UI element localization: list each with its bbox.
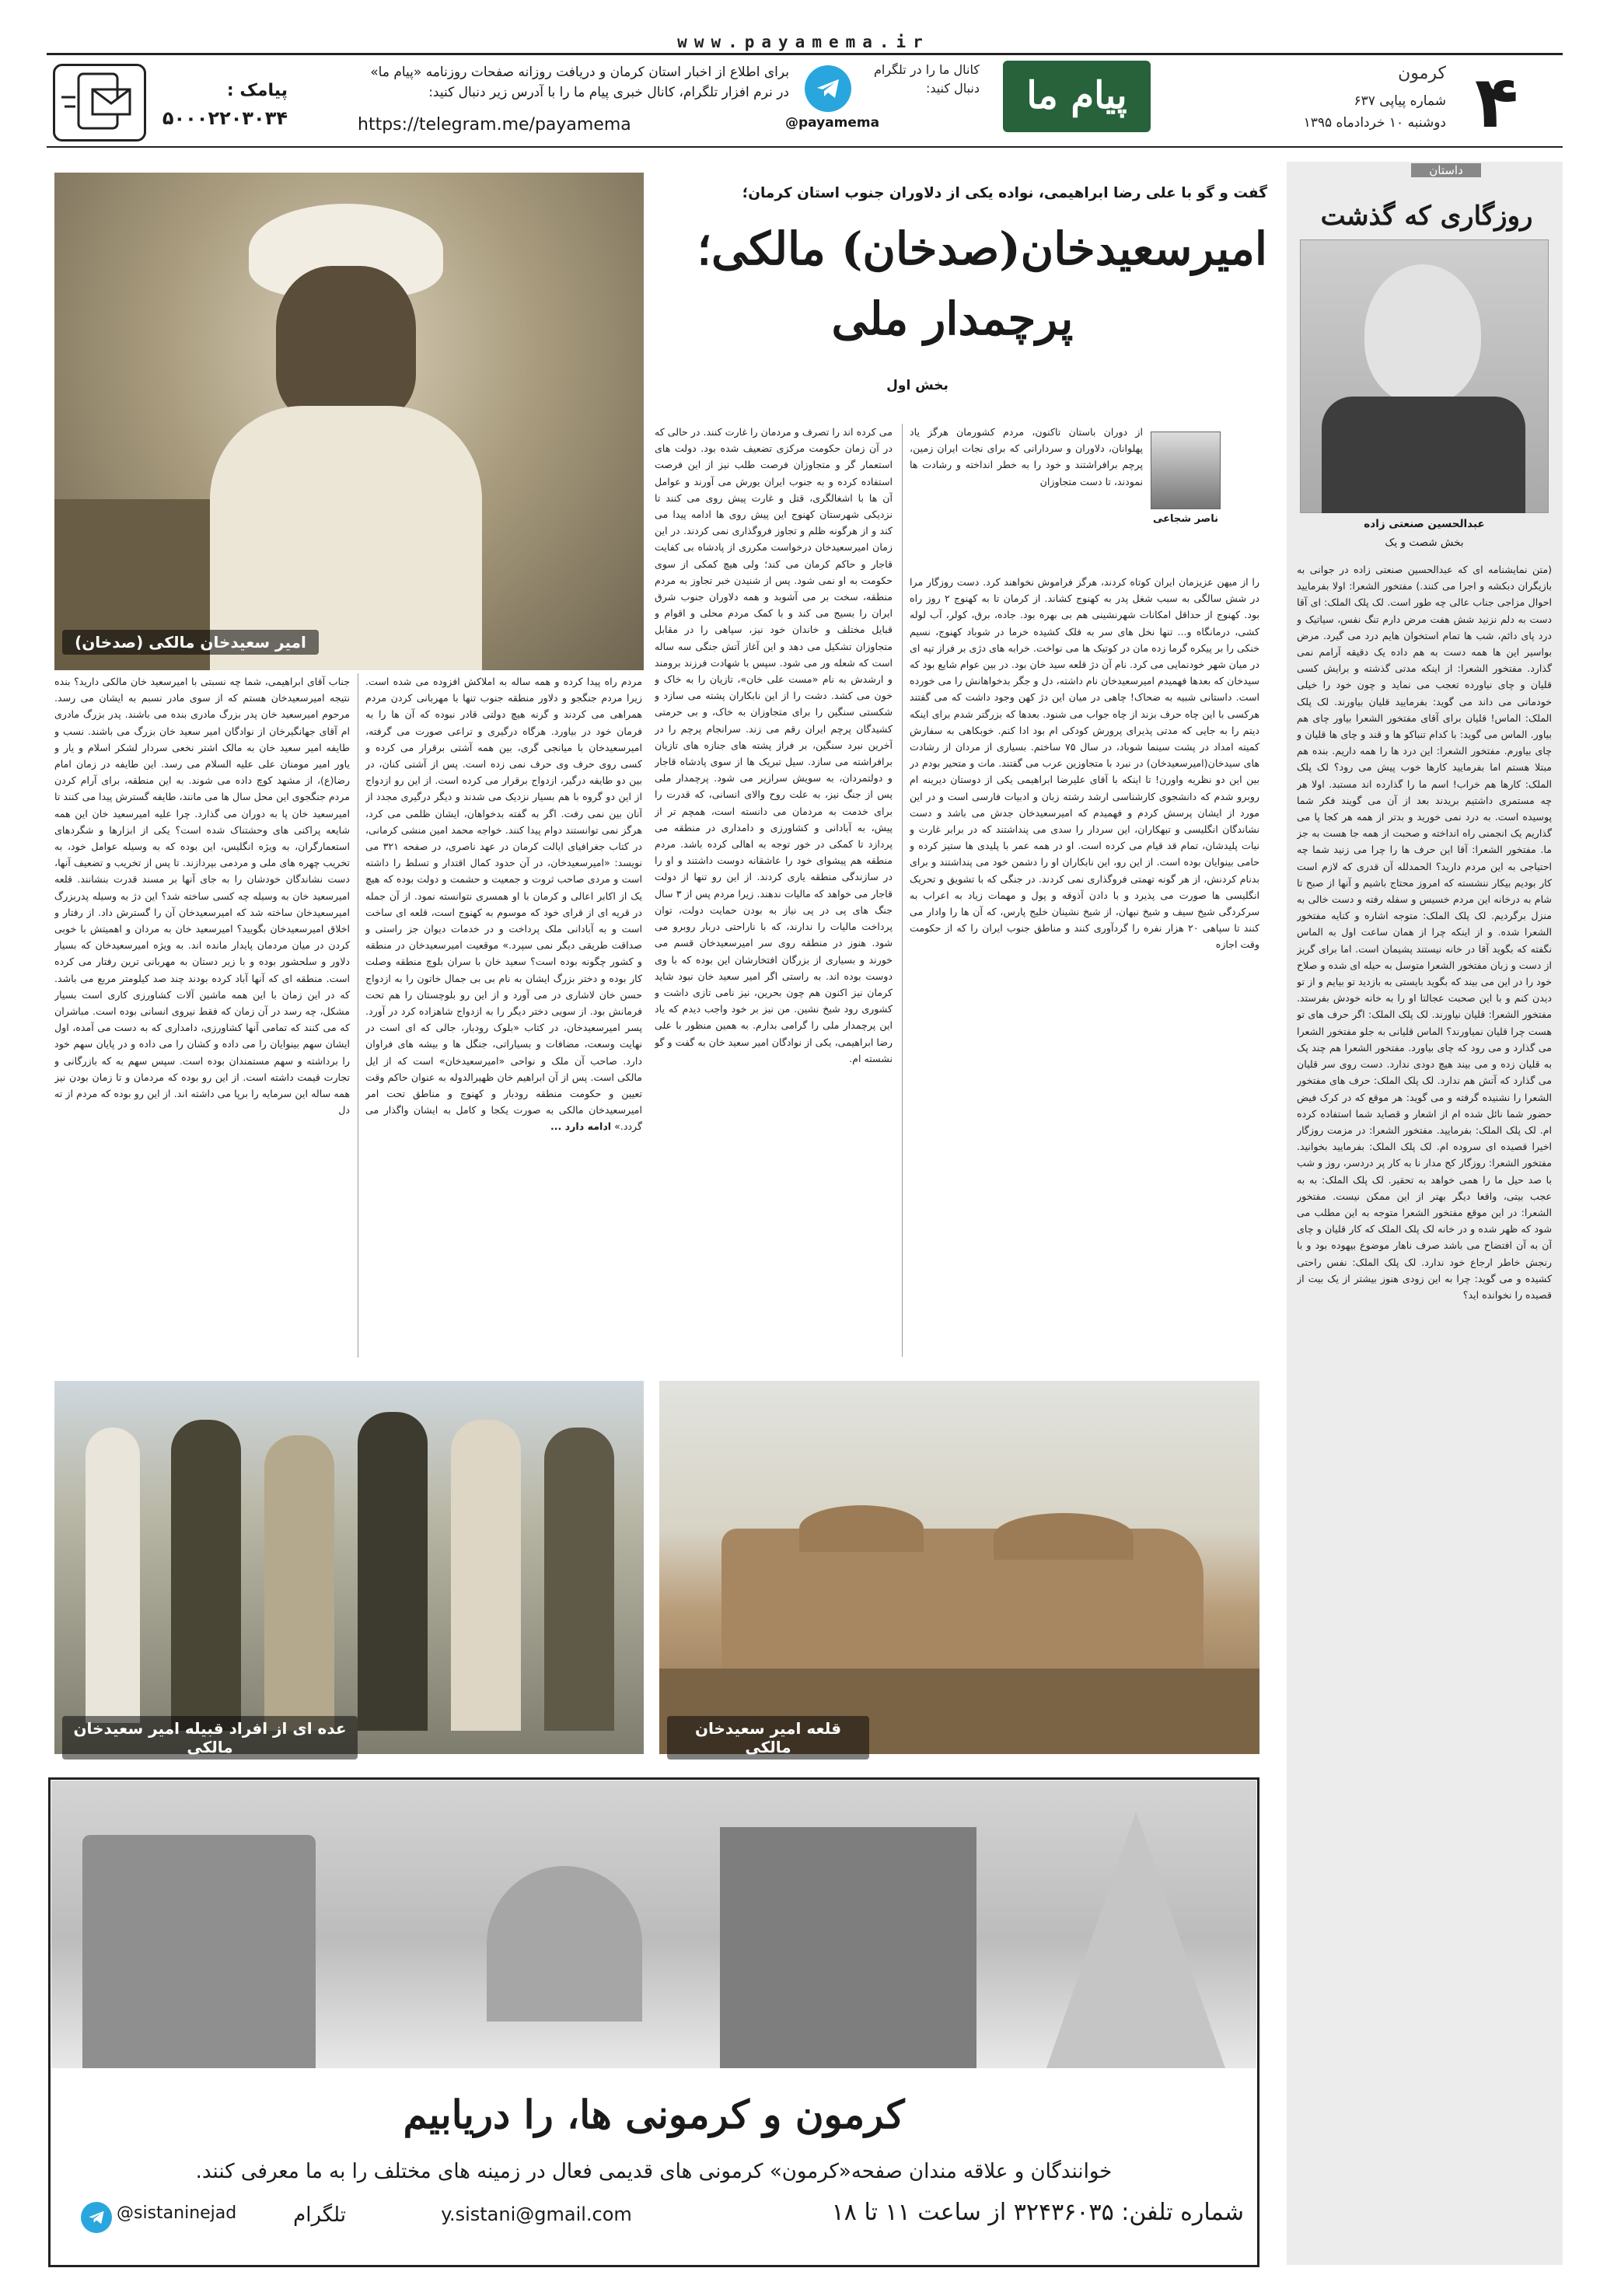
newspaper-logo[interactable]: پیام ما — [1003, 61, 1151, 132]
promo-text: برای اطلاع از اخبار استان کرمان و دریافت روزانه صفحات روزنامه «پیام ما» در نرم افزار تلگرام، کانال خبری پیام ما را با آدرس زیر دنبال کنید: — [370, 65, 789, 100]
portrait-face — [1364, 264, 1481, 404]
tribe-members-photo — [54, 1381, 644, 1754]
story-author: عبدالحسین صنعتی زاده — [1364, 518, 1485, 530]
kerman-monuments-collage — [51, 1781, 1256, 2068]
article-kicker: گفت و گو با علی رضا ابراهیمی، نواده یکی از دلاوران جنوب استان کرمان؛ — [742, 185, 1267, 201]
story-title: روزگاری که گذشت — [1320, 201, 1533, 232]
fort-photo — [659, 1381, 1259, 1754]
header-rule — [47, 53, 1563, 55]
main-photo-caption: امیر سعیدخان مالکی (صدخان) — [62, 630, 319, 655]
ad-subtitle: خوانندگان و علاقه مندان صفحه«کرمون» کرمونی های قدیمی فعال در زمینه های مختلف را به ما معرفی کنند. — [195, 2160, 1113, 2183]
ad-email[interactable]: y.sistani@gmail.com — [441, 2203, 632, 2225]
col4-text: مردم راه پیدا کرده و همه ساله به املاکش افزوده می شده است. زیرا مردم جنگجو و دلاور منطقه جنوب تنها با مهربانی کردن مردم همراهی می کردند و گرنه هیچ دولتی قادر نبوده که آن ها را به فرمان خود در بیاورد. هرگاه درگیری و تراعی صورت می گرفته، امیرسعیدخان با میانجی گری، بین همه آشتی برقرار می کرده و کسی روی حرف وی حرف نمی زده است. پس از آشتی کنان، در بین دو طایفه درگیر، ازدواج برقرار می کرده است. از این رو ازدواج از این دو گروه با هم بسیار نزدیک می شدند و دیگر درگیری مجدد از آنان بین نمی رفت. اگر به گفته بدخواهان، ایشان ظلمی می کرد، هرگز نمی توانستند دوام پیدا کنند. خواجه محمد امین منشی کرمانی، در کتاب جغرافیای ایالت کرمان در عهد ناصری، در صفحه ۳۲۱ می نویسد: «امیرسعیدخان، در آن حدود کمال اقتدار و تسلط را داشته است و مردی صاحب ثروت و جمعیت و حشمت و دولت بوده که هیچ یک از اکابر اعالی و کرمان با او همسری نتوانسته نمود. از آن جمله در قریه ای از قرای خود که موسوم به کهنوج است، قلعه ای ساخت است و به آبادانی ملک پرداخت و در خدمات دیوان جز راستی و صداقت طریقی دیگر نمی سپرد.» موقعیت امیرسعیدخان در منطقه و کشور چگونه بوده است؟ سعید خان با سران بلوچ منطقه وصلت کار بوده و دختر بزرگ ایشان به نام بی بی جمال خاتون را به ازدواج حسن خان لاشاری در می آورد و از این رو بلوچستان را هم تحت فرمانش بود. از سویی دختر دیگر را به ازدواج شاهزاده کرد در آورد. پسر امیرسعیدخان، در کتاب «بلوک رودبار، جالی که ای است در نهایت وسعت، مضافات و بسیاراتی، جنگل ها و بیشه های فراوان دارد. صاحب آن ملک و نواحی «امیرسعیدخان» است که از ایل مالکی است. پس از آن ابراهیم خان ظهیرالدوله به عنوان حاکم وقت تعیین و حکومت منطقه رودبار و کهنوج و مناطق تحت امر امیرسعیدخان مالکی به صورت یکجا و کامل به ایشان واگذار می گردد.» — [365, 676, 642, 1133]
sms-number[interactable]: ۵۰۰۰۲۲۰۳۰۳۴ — [162, 107, 288, 129]
ad-telegram-label: تلگرام — [293, 2203, 346, 2227]
article-author-photo — [1151, 432, 1221, 509]
telegram-channel-label: کانال ما را در تلگرام دنبال کنید: — [873, 62, 980, 96]
promo-link[interactable]: https://telegram.me/payamema — [358, 115, 631, 135]
amir-saeed-khan-photo — [54, 173, 644, 670]
sms-label: پیامک : — [226, 81, 288, 100]
issue-date: دوشنبه ۱۰ خردادماه ۱۳۹۵ — [1303, 115, 1446, 131]
story-part: بخش شصت و یک — [1385, 536, 1464, 549]
sms-phone-icon — [53, 64, 146, 142]
article-col4-interview — [365, 673, 642, 1373]
page-number: ۴ — [1474, 61, 1519, 144]
fort-photo-caption: قلعه امیر سعیدخان مالکی — [667, 1716, 869, 1760]
article-part: بخش اول — [886, 378, 948, 393]
header-bottom-rule — [47, 146, 1563, 148]
story-tag: داستان — [1411, 163, 1481, 177]
article-title-line1: امیرسعیدخان(صدخان) مالکی؛ — [697, 222, 1267, 275]
tribe-photo-caption: عده ای از افراد قبیله امیر سعیدخان مالکی — [62, 1716, 358, 1760]
telegram-handle[interactable]: @payamema — [785, 115, 880, 131]
ad-phone[interactable]: شماره تلفن: ۳۲۴۳۶۰۳۵ از ساعت ۱۱ تا ۱۸ — [831, 2199, 1244, 2226]
telegram-icon[interactable] — [805, 65, 851, 112]
ad-title: کرمون و کرمونی ها، را دریابیم — [403, 2092, 905, 2137]
column-divider — [902, 424, 903, 1357]
story-body: (متن نمایشنامه ای که عبدالحسین صنعتی زاده در جوانی به بازیگران دبکشه و اجرا می کنند.) مفتخور الشعرا: اولا بفرمایید احوال مزاجی جناب عالی چه طور است. لک پلک الملک: ای آقا دست به دلم نزنید شش هفت مرض دارم تنگ نفس، سیاتیک و درد پای دائم، شب ها تمام استخوان هایم درد می گیرد. مرض بواسیر این ها همه دست به هم داده یک دقیقه آرامم نمی گذارد. مفتخور الشعرا: از اینکه مدتی گذشته و برایش کسی قلیان و چای نیاورده تعجب می نماید و چون خود را خیلی خودمانی می داند می گوید: بفرمایید قلیان بیاورند. لک پلک الملک: الماس! قلیان برای آقای مفتخور الشعرا بیاور چای هم بیاور. الماس می گوید: با کدام تنباکو ها و قند و چای ها قلیان و چای بیاورم. مفتخور الشعرا: این درد ها را همه داریم. بنده هم مبتلا هستم اما بفرمایید کارها خوب پیش می رود؟ لک پلک الملک: کارها هم خراب! اسم ما را گذارده اند مستبد. اولا هر چه مستمری داشتیم بریدند بعد از آن می گویند فکر شما پوسیده است. به درد نمی خورید و بدتر از همه هر کجا پا می گذاریم یک انجمنی راه انداخته و صحبت از همه جا هست به جز ما. مفتخور الشعرا: آقا این حرف ها را چرا می زنید شما چه احتیاجی به این مردم دارید؟ الحمدلله آن قدری که لازم است کار بودیم بیکار ننشسته که امروز محتاج باشیم و آنها از صبح تا شام به درخانه این مردم خسیس و سفله رفته و دست خالی به منزل برگردیم. لک پلک الملک: متوجه اشاره و کنایه مفتخور الشعرا شده. و از اینکه چرا از همان ساعت اول به الماس نگفته که بگوید آقا در خانه نیستند پشیمان است. اما برای گریز از دست و زبان مفتخور الشعرا متوسل به حیله ای شده و صلاح خود را در این می بیند که بگوید بایستی به بازدید تو بیایم و از تو دیدن کنم و با این صحبت عجالتا او را به خانه خودش بفرستد. مفتخور الشعرا: قلیان نیاورند. لک پلک الملک: اگر حرف های تو هست چرا قلیان نمیاورند؟ الماس قلیانی به جلو مفتخور الشعرا می گذارد و می رود که چای بیاورد. مفتخور الشعرا هم چند پک به قلیان زده و می بیند هیچ دودی ندارد. دست روی سر قلیان می گذارد که آتش هم ندارد. لک پلک الملک: حرف های مفتخور الشعرا را نشنیده گرفته و می گوید: هر موقع که در کرک فیض حضور شما نائل شده ام از اشعار و قصاید شما استفاده کرده ام. لک پلک الملک: بفرمایید. مفتخور الشعرا: در مزمت روزگار اخیرا قصیده ای سروده ام. لک پلک الملک: بفرمایید بخوانید. مفتخور الشعرا: روزگار کج مدار نا به کار پر دردسر، روز و شب با صد حیل ما را همی خواهد به تحقیر. لک پلک الملک: به به عجب بیتی، واقعا دیگر بهتر از این ممکن نیست. مفتخور الشعرا: در این موقع مفتخور الشعرا متوجه به این مطلب می شود که ظهر شده و در خانه لک پلک الملک که کار قلیان و چای آن به آن افتضاح می باشد صرف ناهار موضوع بیهوده بود و با رنجش خاطر ارجاع خود ندارد. لک پلک الملک: نفس راحتی کشیده و می گوید: چرا به این زودی هنوز بیشتر از یک بیت از قصیده را نخوانده اید؟ — [1297, 564, 1552, 1301]
site-url[interactable]: www.payamema.ir — [677, 33, 930, 51]
issue-number: شماره پیاپی ۶۳۷ — [1354, 93, 1446, 109]
continued-note: ادامه دارد ... — [550, 1120, 612, 1133]
article-col3-interview: جناب آقای ابراهیمی، شما چه نسبتی با امیرسعید خان مالکی دارید؟ بنده نتیجه امیرسعیدخان هستم که از سوی مادر نسبم به ایشان می رسد. مرحوم امیرسعید خان پدر بزرگ مادری بنده می باشند. پدر بزرگ مادری ام آقای جهانگیرخان از نوادگان امیر سعید خان بزرگ می باشند. نسب و طایفه امیر سعید خان به مالک اشتر نخعی سردار لشکر اسلام و یار و یاور امیر مومنان علی علیه السلام می رسد. این طایفه در زمان امام رضا(ع)، از مشهد کوچ داده می شوند. به این منطقه، برای آرام کردن مردم جنگجوی این محل سال ها می مانند، طایفه گسترش پیدا می کنند تا امیرسعید خان پا به دوران می گذارد. چرا علیه امیرسعید خان این همه شایعه پراکنی های وحشتناک شده است؟ یکی از ابزارها و شگردهای استعمارگران، به ویژه انگلیس، این بوده که به وسیله عوامل خود، به تخریب چهره های ملی و مردمی بپردازند. تا پس از تخریب و تضعیف آنها، دست نشاندگان خودشان را به جای آنها بر مسند قدرت بنشانند. قلعه امیرسعید خان به وسیله چه کسی ساخته شد؟ این دژ به وسیله پدربزرگ امیرسعیدخان ساخته شد که امیرسعیدخان آن را گسترش داد. از رفتار و اخلاق امیرسعیدخان بگویید؟ امیرسعید خان به مردان و اهمیتش با خوبی کردن در میان مردمان پایدار مانده اند. به ویژه امیرسعیدخان که بسیار دلاور و سلحشور بوده و با زیر دستان به مهربانی ترین رفتار می کرده است. منطقه ای که آنها آباد کرده بودند چند صد کیلومتر مربع می باشد. که در این زمان با این همه ماشین آلات کشاورزی کاری است بسیار مشکل، چه رسد در آن زمان که فقط نیروی انسانی بوده است. مباشران که می کنند که تمامی آنها کشاورزی، دامداری که به دست می آمده، اول ایشان سهم بینوایان را می داده و کشان را می داده و در پایان سهم خود را برداشته و سهم مستمندان بوده است. سپس سهم به که بازرگانی و تجارت قیمت داشته است. از این رو بوده که مردمان و تا زمان بودن نیز همه ساله این سرمایه را برپا می داشته اند. از این رو بوده که مردم از ته دل — [54, 676, 350, 1117]
article-col1-body: را از میهن عزیزمان ایران کوتاه کردند، هرگز فراموش نخواهند کرد. دست روزگار مرا در شش سالگی به سبب شغل پدر به کهنوج کشاند. از کرمان تا به کهنوج ۲ روز راه بود. کهنوج از حداقل امکانات شهرنشینی هم بی بهره بود. جاده، برق، کولر، آب لوله کشی، درمانگاه و... تنها نخل های سر به فلک کشیده خرما در شوباد کهنوج، نسیم خنکی را بر پیکره گرما زده مان در کوتیک ها می نواخت. خرابه های دژی بر فراز تپه ای در میان شهر خودنمایی می کرد. نام آن دژ قلعه سید خان بود. در بین عوام شایع بود که سیدخان که بعدها فهمیدم امیرسعیدخان نام داشته، دل و جگر بدخواهانش را می خورده است. داستانی شبیه به ضحاک! چاهی در میان این دژ کهن وجود داشت که می گفتند هرکسی با این چاه حرف بزند از چاه جواب می شنود. بعدها که بزرگتر شدم برای اینکه دیتم را به جایی که مدتی پذیرای پرورش کودکی ام بود ادا کنم. خوبکاهی به سفارش کمیته امداد در پشت سینما شوباد، در سال ۷۵ ساختم. بسیاری از مردان از رشادت های سیدخان(امیرسعیدخان) در نبرد با متجاوزین عرب می گفتند. مات و متحیر بودم در بین این دو نظریه واورن! تا اینکه با آقای علیرضا ابراهیمی یکی از دوستان دیرینه ام روبرو شدم که دانشجوی کارشناسی ارشد رشته زبان و ادبیات فارسی است و در این مورد از ایشان پرسش کردم و فهمیدم که امیرسعیدخان جدش می باشد و دست نشاندگان انگلیسی و تبهکاران، این سردار را سدی می پنداشتند که در برابر غارت و نیات پلیدشان، تمام قد قیام می کرده است. او در همه عمر با پلیدی ها ستیز کرده و حامی بینوایان بوده است. از این رو، این نابکاران او را دشمن خود می پنداشتند و برای بدنام کردنش، از هر گونه تهمتی فروگذاری نمی کردند. در جنگی که با تشویق و تحریک انگلیسی ها صورت می پذیرد و با دادن آذوقه و پول و مهمات زیاد به اعراب به سرکردگی شیخ سیف و شیخ نبهان، از شیخ نشینان خلیج پارس، که آن ها را وادار می کنند تا سپاهی ۲۰ هزار نفره را گردآوری کنند و مناطق جنوب ایران را که از حکومت وقت اجازه — [910, 576, 1259, 951]
article-col1-intro: از دوران باستان تاکنون، مردم کشورمان هرگز یاد پهلوانان، دلاوران و سردارانی که برای نجات ایران زمین، پرچم برافراشتند و خود را به خطر انداخته و رشادت ها نمودند، تا دست متجاوزان — [910, 426, 1143, 488]
section-name: کرمون — [1398, 64, 1446, 83]
article-title-line2: پرچمدار ملی — [831, 292, 1074, 345]
ad-telegram-handle[interactable]: @sistaninejad — [117, 2203, 237, 2223]
article-col2: می کرده اند را تصرف و مردمان را غارت کنند. در حالی که در آن زمان حکومت مرکزی تضعیف شده بود. دولت های استعمار گر و متجاوزان فرصت طلب نیز از این فرصت استفاده کرده و به جنوب ایران یورش می آورند و عوامل آن ها با اشغالگری، قتل و غارت پیش روی می کنند تا نزدیکی شهرستان کهنوج این پیش روی ها ادامه پیدا می کند و از هرگونه ظلم و تجاوز فروگذاری نمی کردند. در این زمان امیرسعیدخان درخواست مکرری از پادشاه بی کفایت قاجار و حاکم کرمان می کند؛ ولی هیچ کمکی از سوی حکومت به او نمی شود. پس از شنیدن خبر تجاوز به مردم منطقه، سخت بر می آشوبد و همه دلاوران جنوب شرق ایران را بسیج می کند و با کمک مردم محلی و اقوام و قبایل مختلف و خاندان خود نیز، سپاهی را در مقابل متجاوزان تشکیل می دهد و این آغاز آتش جنگی سه ساله است که شعله ور می شود. سپس با شهادت فرزند برومند و ارشدش به نام «مست علی خان»، تازیان را به خاک و خون می کشد. دشت را از این نابکاران پشته می سازد و شکستی سنگین را برای متجاوزان به خاک، و بی حرمتی کشیدگان پرچم ایران رقم می زند. سرانجام پرچم را در آخرین نبرد سنگین، بر فراز پشته های جنازه های تازیان برافراشته می سازد. سیل تبریک ها از سوی پادشاه قاجار و دولتمردان، به سویش سرازیر می شود. پرچمدار ملی پس از جنگ نیز، به علت روح والای انسانی، که قدرت را برای خدمت به مردمان می دانسته است، همچم تر از پیش، به آبادانی و کشاورزی و دامداری در منطقه می پردازد تا کمکی در خور توجه به اهالی کرده باشد. مردم منطقه هم پیشوای خود را عاشقانه دوست داشتند و او را در سازندگی منطقه یاری کردند. از این رو تنها از دولت قاجار می خواهد که مالیات ندهند. زیرا مردم پس از ۳ سال جنگ های پی در پی نیاز به بودن حمایت دولت، توان پرداخت مالیات را ندارند، که با ناراحتی دربار روبرو می شود. هنوز در منطقه روی سر امیرسعیدخان قسم می خورند و بسیاری از بزرگان افتخارشان این بوده که با وی دوست بوده اند. به راستی اگر امیر سعید خان نبود شاید کرمان نیز اکنون هم چون بحرین، نیز نامی تازی داشت و کشوری رود شیخ نشین. من نیز بر خود واجب دیدم که یاد این پرچمدار ملی را گرامی بدارم. به همین منظور با علی رضا ابراهیمی، یکی از نوادگان امیر سعید خان به گفت و گو نشسته ام. — [655, 426, 893, 1064]
portrait-suit — [1322, 397, 1525, 513]
telegram-icon[interactable] — [81, 2202, 112, 2233]
article-author-name: ناصر شجاعی — [1152, 513, 1218, 525]
